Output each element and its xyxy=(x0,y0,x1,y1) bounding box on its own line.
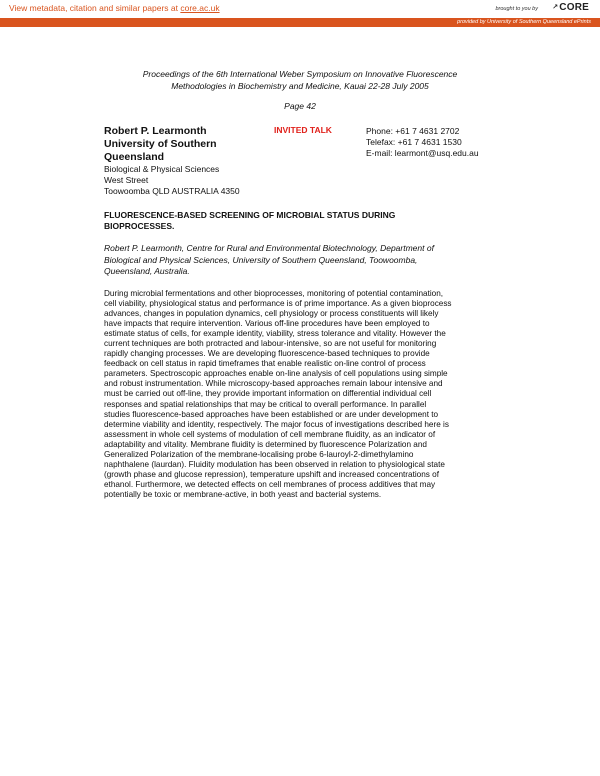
address-line-1: Biological & Physical Sciences xyxy=(104,164,220,174)
byline-line-2: Biological and Physical Sciences, University of Southern Queensland, Toowoomba, xyxy=(104,254,418,265)
author-name: Robert P. Learmonth xyxy=(104,125,207,137)
abstract-line: assessment in whole cell systems of modulation of cell membrane fluidity, as an indicator of xyxy=(104,429,436,439)
title-line-1: FLUORESCENCE-BASED SCREENING OF MICROBIAL STATUS DURING xyxy=(104,210,396,220)
page-number: Page 42 xyxy=(284,101,316,111)
abstract-line: potentially be toxic or membrane-active, in both yeast and bacterial systems. xyxy=(104,489,382,499)
abstract-line: naphthalene (laurdan). Fluidity modulation has been observed in relation to physiological state xyxy=(104,459,445,469)
address-line-3: Toowoomba QLD AUSTRALIA 4350 xyxy=(104,186,240,196)
abstract-line: During microbial fermentations and other bioprocesses, monitoring of potential contamination, xyxy=(104,289,444,298)
abstract-line: (growth phase and glucose repression), temperature upshift and increased concentrations of xyxy=(104,469,439,479)
title-line-2: BIOPROCESSES. xyxy=(104,221,175,231)
address-line-2: West Street xyxy=(104,175,149,185)
abstract-line: cell viability, physiological status and performance is of prime importance. As a given bioprocess xyxy=(104,299,452,309)
abstract-body xyxy=(104,289,498,500)
core-site-link[interactable]: core.ac.uk xyxy=(180,3,220,13)
email: E-mail: learmont@usq.edu.au xyxy=(366,148,479,158)
abstract-line: adaptability and vitality. Membrane fluidity is determined by fluorescence Polarization and xyxy=(104,439,427,449)
core-metadata-link[interactable] xyxy=(9,3,220,13)
brought-to-you-label: brought to you by xyxy=(495,6,538,12)
abstract-line: have impacts that require intervention. Various off-line procedures have been employed to xyxy=(104,319,430,329)
author-address xyxy=(104,164,240,197)
abstract-line: must be carried out off-line, they provide important information on differential individual cell xyxy=(104,389,432,399)
telefax: Telefax: +61 7 4631 1530 xyxy=(366,137,462,147)
core-logo[interactable] xyxy=(552,2,589,13)
abstract-line: parameters. Spectroscopic approaches enable on-line analysis of cell populations using simple xyxy=(104,369,448,379)
byline-line-1: Robert P. Learmonth, Centre for Rural and Environmental Biotechnology, Department of xyxy=(104,243,434,253)
paper-title xyxy=(104,210,434,232)
abstract-line: studies fluorescence-based approaches have been established or are under development to xyxy=(104,409,439,419)
abstract-line: rapidly changing processes. We are developing fluorescence-based techniques to provide xyxy=(104,349,430,359)
proceedings-header xyxy=(105,68,495,92)
provided-by-label[interactable]: provided by University of Southern Queensland ePrints xyxy=(457,19,591,25)
abstract-line: estimate status of cells, for example identity, viability, stress tolerance and vitality. However the xyxy=(104,329,446,339)
core-logo-icon: ↗ xyxy=(552,4,559,11)
metadata-link-text: View metadata, citation and similar papers at xyxy=(9,3,181,13)
abstract-line: Generalized Polarization of the membrane-localising probe 6-lauroyl-2-dimethylamino xyxy=(104,449,414,459)
provider-banner xyxy=(0,18,600,27)
proceedings-line-1: Proceedings of the 6th International Weber Symposium on Innovative Fluorescence xyxy=(142,69,458,79)
invited-talk-label: INVITED TALK xyxy=(274,125,332,135)
abstract-line: and robust instrumentation. While microscopy-based approaches remain labour intensive and xyxy=(104,379,443,389)
abstract-line: feedback on cell status in rapid timeframes that enable realistic on-line control of process xyxy=(104,359,426,369)
author-affiliation-byline xyxy=(104,243,498,278)
phone: Phone: +61 7 4631 2702 xyxy=(366,126,460,136)
core-logo-text: CORE xyxy=(559,2,589,13)
author-institution-line-1: University of Southern xyxy=(104,138,217,150)
author-institution-line-2: Queensland xyxy=(104,151,165,163)
abstract-line: current techniques are both protracted and labour-intensive, so are not useful for monitoring xyxy=(104,339,437,349)
abstract-line: advances, changes in population dynamics, cell physiology or process constituents will likely xyxy=(104,309,439,319)
byline-line-3: Queensland, Australia. xyxy=(104,266,190,276)
contact-block xyxy=(366,126,479,159)
abstract-line: ethanol. Furthermore, we detected effects on cell membranes of process additives that may xyxy=(104,479,436,489)
abstract-line: determine viability and identity, respectively. The major focus of investigations described here is xyxy=(104,419,449,429)
core-header-bar xyxy=(0,0,600,17)
author-name-block xyxy=(104,125,274,164)
proceedings-line-2: Methodologies in Biochemistry and Medicine, Kauai 22-28 July 2005 xyxy=(171,81,429,91)
abstract-line: responses and spatial relationships that may be critical to overall performance. In parallel xyxy=(104,399,427,409)
